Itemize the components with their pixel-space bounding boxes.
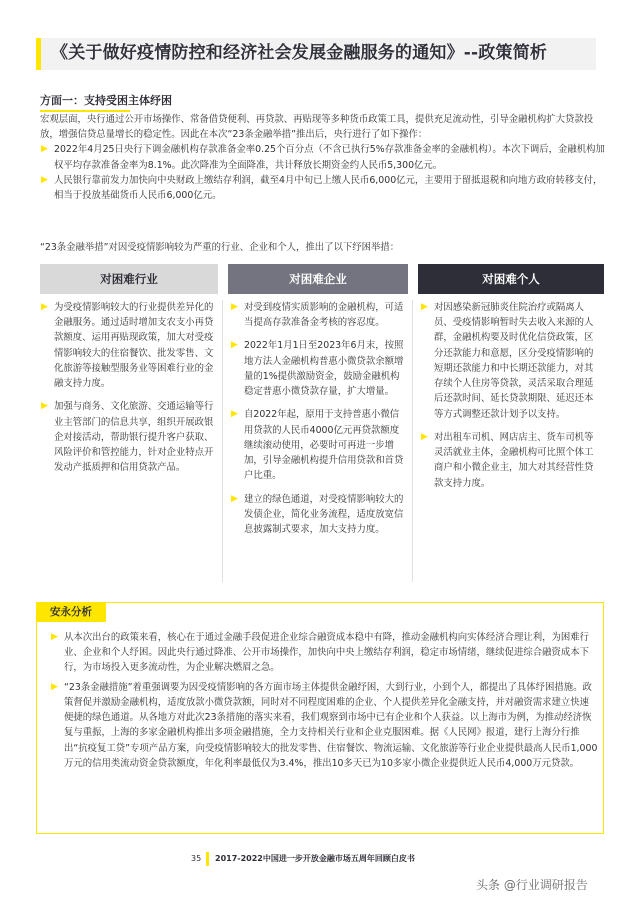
list-item: ▶ 2022年1月1日至2023年6月末，按照地方法人金融机构普惠小微贷款余额增量的1%提供激励资金，鼓励金融机构稳定普惠小微贷款存量，扩大增量。 [231,340,404,398]
column-divider [412,300,413,582]
triangle-bullet-icon: ▶ [41,144,48,155]
column-enterprise [230,300,404,545]
list-item: ▶ 对因感染新冠肺炎住院治疗或隔离人员、受疫情影响暂时失去收入来源的人群，金融机构要及时优化信贷政策，区分还款能力和意愿，区分受疫情影响的短期还款能力和中长期还款能力，对其存续个人住房等贷款，灵活采取合理延后还款时间、延长贷款期限、延迟还本等方式调整还款计划予以支持。 [421,302,594,420]
footer-title: 2017-2022中国进一步开放金融市场五周年回顾白皮书 [215,854,415,863]
list-item: ▶ 从本次出台的政策来看，核心在于通过金融手段促进企业综合融资成本稳中有降，推动金融机构向实体经济合理让利，为困难行业、企业和个人纾困。因此央行通过降准、公开市场操作，加快向中央上缴结存利润，稳定市场情绪，继续促进综合融资成本下行，为市场投入更多流动性，为企业解决燃眉之急。 [51,632,590,674]
triangle-bullet-icon: ▶ [421,431,428,442]
measures-intro: “23条金融举措”对因受疫情影响较为严重的行业、企业和个人，推出了以下纾困举措： [40,242,400,253]
triangle-bullet-icon: ▶ [421,302,428,312]
list-item: ▶ 建立的绿色通道，对受疫情影响较大的发债企业，简化业务流程，适度放宽信息披露制式要求，加大支持力度。 [231,493,404,536]
column-header-individual: 对困难个人 [418,264,604,294]
watermark: 头条 @行业调研报告 [476,878,588,892]
list-item: ▶ 加强与商务、文化旅游、交通运输等行业主管部门的信息共享，组织开展政银企对接活动，帮助银行提升客户获取、风险评价和管控能力，针对企业特点开发动产抵质押和信用贷款产品。 [41,401,214,474]
triangle-bullet-icon: ▶ [41,401,48,412]
policy-bullets [40,142,610,203]
section-heading: 方面一：支持受困主体纾困 [40,94,172,107]
footer-divider [206,852,209,866]
list-item: ▶ “23条金融措施”着重强调要为因受疫情影响的各方面市场主体提供金融纾困，大到行业，小到个人，都提出了具体纾困措施。政策督促并激励金融机构，适度放款小微贷款额，同时对不同程度困难的企业、个人提供差异化金融支持，并对融资需求建立快速便捷的绿色通道。从各地方对此次23条措施的落实来看，我们观察到市场中已有企业和个人获益。以上海市为例，为推动经济恢复与重振，上海的多家金融机构推出多项金融措施，全力支持相关行业和企业克服困难。据《人民网》报道，建行上海分行推出“抗疫复工贷”专项产品方案，向受疫情影响较大的批发零售、住宿餐饮、物流运输、文化旅游等行业企业提供最高人民币1,000万元的信用类流动资金贷款额度，年化利率最低仅为3.4%，推出10多天已为10多家小微企业提供近人民币4,000万元贷款。 [51,681,598,769]
list-item: ▶ 2022年4月25日央行下调金融机构存款准备金率0.25个百分点（不含已执行5%存款准备金率的金融机构）。本次下调后，金融机构加权平均存款准备金率为8.1%。此次降准为全面降准，共计释放长期资金约人民币5,300亿元。 [41,144,605,171]
column-header-industry: 对困难行业 [40,264,218,294]
page-title: 《关于做好疫情防控和经济社会发展金融服务的通知》--政策简析 [51,43,548,64]
analysis-label: 安永分析 [36,602,106,622]
list-item: ▶ 对出租车司机、网店店主、货车司机等灵活就业主体，金融机构可比照个体工商户和小微企业主，加大对其经营性贷款支持力度。 [421,431,594,489]
list-item: ▶ 自2022年起，原用于支持普惠小微信用贷款的人民币4000亿元再贷款额度继续滚动使用，必要时可再进一步增加，引导金融机构提升信用贷款和首贷户比重。 [231,409,404,482]
triangle-bullet-icon: ▶ [231,409,238,420]
column-individual [420,300,602,499]
triangle-bullet-icon: ▶ [231,302,238,312]
triangle-bullet-icon: ▶ [231,493,238,504]
column-divider [222,300,223,582]
intro-paragraph: 宏观层面，央行通过公开市场操作、常备借贷便利、再贷款、再贴现等多种货币政策工具，提供充足流动性，引导金融机构扩大贷款投放，增强信贷总量增长的稳定性。因此在本次“23条金融举措”推出后，央行进行了如下操作： [40,114,594,141]
triangle-bullet-icon: ▶ [51,681,58,692]
column-header-enterprise: 对困难企业 [228,264,408,294]
triangle-bullet-icon: ▶ [51,632,58,642]
triangle-bullet-icon: ▶ [41,174,48,185]
list-item: ▶ 为受疫情影响较大的行业提供差异化的金融服务。通过适时增加支农支小再贷款额度、运用再贴现政策，加大对受疫情影响较大的住宿餐饮、批发零售、文化旅游等接触型服务业等困难行业的金融支持力度。 [41,302,214,390]
section-intro-block [40,112,610,203]
list-item: ▶ 人民银行靠前发力加快向中央财政上缴结存利润，截至4月中旬已上缴人民币6,000亿元，主要用于留抵退税和向地方政府转移支付，相当于投放基础货币人民币6,000亿元。 [41,174,603,202]
list-item: ▶ 对受到疫情实质影响的金融机构，可适当提高存款准备金考核的容忍度。 [231,302,404,329]
column-industry [40,300,216,484]
analysis-text [50,630,598,775]
triangle-bullet-icon: ▶ [231,340,238,351]
page-number: 35 [191,854,202,863]
triangle-bullet-icon: ▶ [41,302,48,312]
title-band [36,38,596,70]
